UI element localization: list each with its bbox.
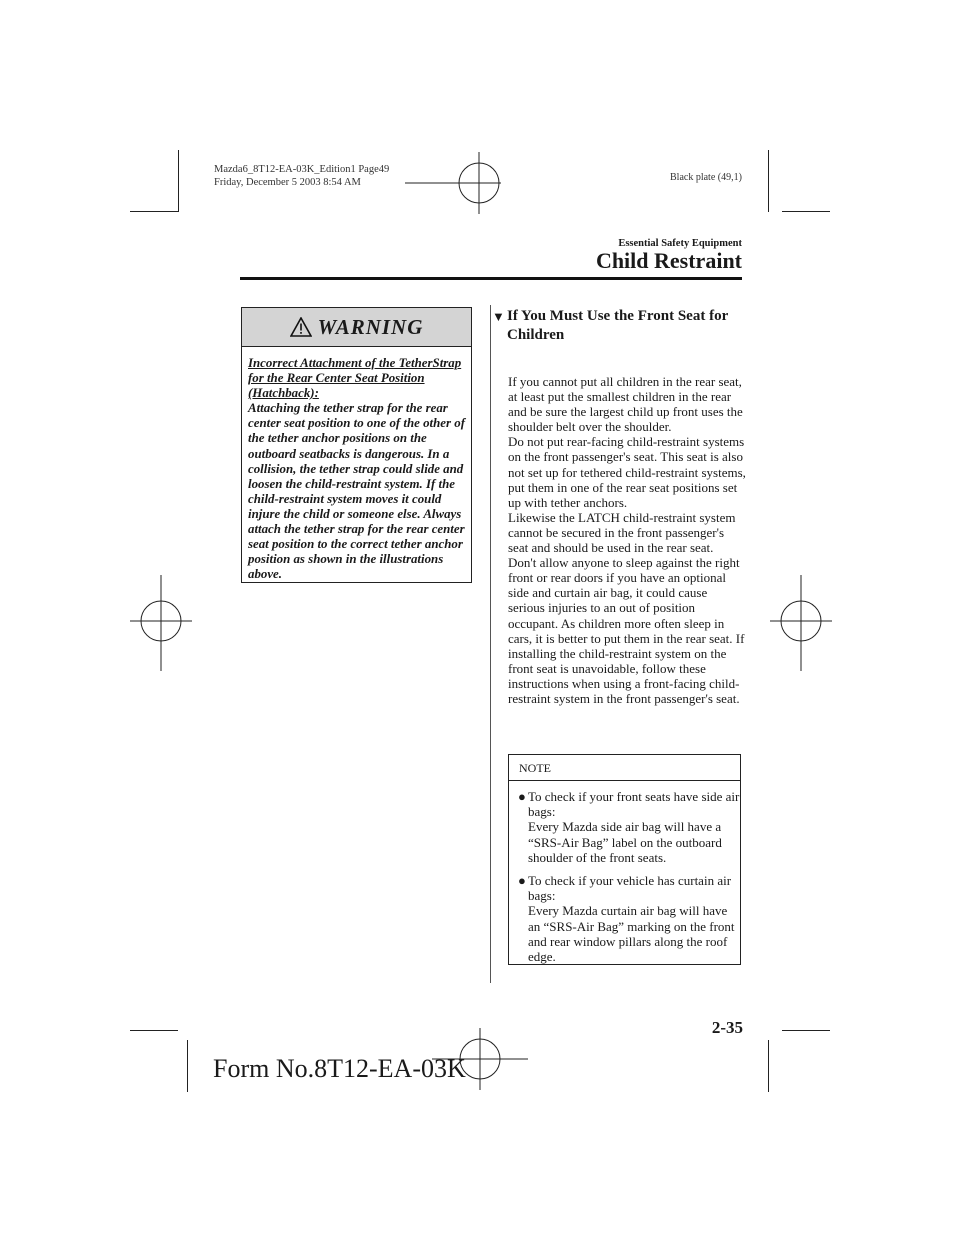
registration-mark-right <box>770 575 832 671</box>
warning-body <box>242 347 471 582</box>
note-item-text: Every Mazda curtain air bag will have an “SRS-Air Bag” marking on the front and rear window pillars along the roof edge. <box>528 903 735 965</box>
warning-title: WARNING <box>317 314 424 339</box>
warning-header <box>242 308 471 347</box>
crop-mark <box>130 1030 178 1031</box>
warning-text: Attaching the tether strap for the rear center seat position to one of the other of the tether anchor positions on the outboard seatbacks is dangerous. In a collision, the tether strap could slide and loosen the child-restraint system. If the child-restraint system moves it could injure the child or someone else. Always attach the tether strap for the rear center seat position to the correct tether anchor position as shown in the illustrations above. <box>248 401 465 582</box>
paragraph: Likewise the LATCH child-restraint system cannot be secured in the front passenger's seat and should be used in the rear seat. <box>508 509 736 556</box>
paragraph: If you cannot put all children in the rear seat, at least put the smallest children in the rear and be sure the largest child up front uses the shoulder belt over the shoulder. <box>508 374 743 435</box>
note-item-lead: To check if your front seats have side air bags: <box>528 789 740 820</box>
note-item-text: Every Mazda side air bag will have a “SRS-Air Bag” label on the outboard shoulder of the front seats. <box>528 819 722 865</box>
bullet-icon: ● <box>518 789 526 804</box>
paragraph: Don't allow anyone to sleep against the right front or rear doors if you have an optional side and curtain air bag, it could cause serious injuries to an out of position occupant. As children more often sleep in cars, it is better to put them in the rear seat. If installing the child-restraint system on the front seat is unavoidable, follow these instructions when using a front-facing child-restraint system in the front passenger's seat. <box>508 555 745 706</box>
bullet-icon: ● <box>518 873 526 889</box>
crop-mark <box>768 1040 769 1092</box>
warning-heading: Incorrect Attachment of the TetherStrap for the Rear Center Seat Position (Hatchback): <box>248 356 462 401</box>
print-info <box>214 163 389 189</box>
registration-mark-left <box>130 575 192 671</box>
crop-mark <box>130 211 178 212</box>
form-number: Form No.8T12-EA-03K <box>213 1054 466 1083</box>
crop-mark <box>782 211 830 212</box>
crop-mark <box>187 1040 188 1092</box>
page-number: 2-35 <box>711 1018 743 1037</box>
warning-box <box>241 307 472 583</box>
chapter-title: Child Restraint <box>595 248 742 273</box>
note-item <box>509 873 740 964</box>
crop-mark <box>768 150 769 212</box>
crop-mark <box>782 1030 830 1031</box>
note-item <box>509 789 740 865</box>
column-divider <box>490 305 491 983</box>
note-title: NOTE <box>509 755 740 781</box>
crop-mark <box>178 150 179 212</box>
print-info-line1: Mazda6_8T12-EA-03K_Edition1 Page49 <box>214 164 390 175</box>
print-info-line2: Friday, December 5 2003 8:54 AM <box>214 177 361 188</box>
section-title: Essential Safety Equipment <box>618 238 742 249</box>
front-seat-heading <box>492 307 747 345</box>
note-box <box>508 754 741 965</box>
paragraph: Do not put rear-facing child-restraint systems on the front passenger's seat. This seat is also not set up for tethered child-restraint systems, put them in one of the rear seat positions set up with tether anchors. <box>508 434 746 510</box>
front-seat-body <box>508 374 746 706</box>
note-item-lead: To check if your vehicle has curtain air bags: <box>528 873 732 904</box>
plate-label: Black plate (49,1) <box>670 172 742 183</box>
header-rule <box>240 277 742 280</box>
registration-mark-top <box>405 152 501 214</box>
section-marker-icon: ▼ <box>492 309 505 324</box>
warning-triangle-icon <box>290 317 312 337</box>
front-seat-heading-text: If You Must Use the Front Seat for Children <box>507 308 728 343</box>
